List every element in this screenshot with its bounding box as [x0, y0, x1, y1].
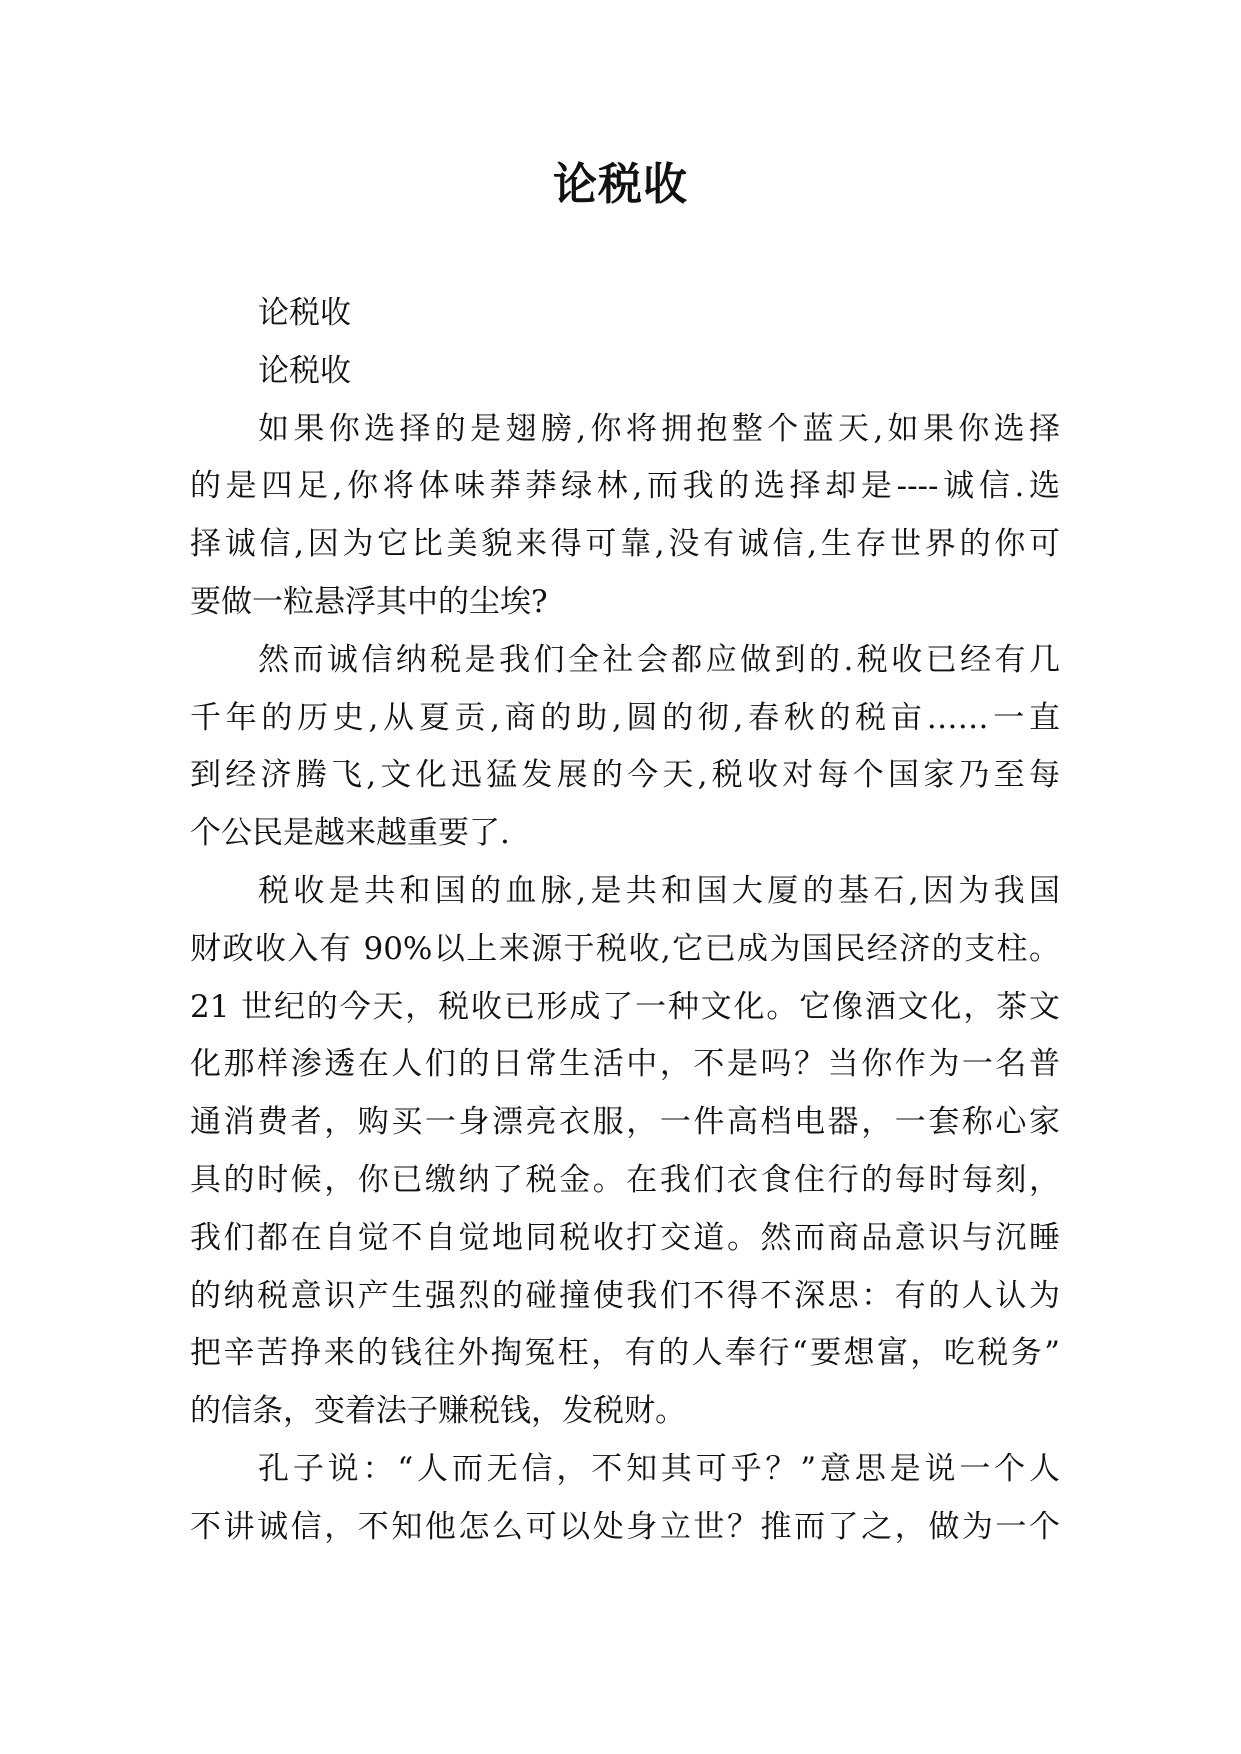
- subtitle-line: 论税收: [258, 352, 351, 389]
- paragraph-line: 不讲诚信，不知他怎么可以处身立世？推而了之，做为一个: [190, 1508, 1060, 1545]
- paragraph-line: 通消费者，购买一身漂亮衣服，一件高档电器，一套称心家: [190, 1104, 1060, 1141]
- paragraph-line: 的信条，变着法子赚税钱，发税财。: [190, 1393, 686, 1430]
- paragraph-line: 的是四足,你将体味莽莽绿林,而我的选择却是----诚信.选: [190, 468, 1060, 505]
- subtitle-line: 论税收: [258, 295, 351, 331]
- paragraph-line: 财政收入有 90%以上来源于税收,它已成为国民经济的支柱。: [190, 930, 1060, 967]
- paragraph-line: 21 世纪的今天，税收已形成了一种文化。它像酒文化，茶文: [190, 988, 1060, 1025]
- document-title: 论税收: [553, 159, 688, 210]
- paragraph-line: 的纳税意识产生强烈的碰撞使我们不得不深思：有的人认为: [190, 1277, 1060, 1314]
- paragraph-line: 如果你选择的是翅膀,你将拥抱整个蓝天,如果你选择: [258, 410, 1060, 447]
- paragraph-line: 择诚信,因为它比美貌来得可靠,没有诚信,生存世界的你可: [190, 526, 1060, 563]
- paragraph-line: 具的时候，你已缴纳了税金。在我们衣食住行的每时每刻，: [190, 1161, 1060, 1198]
- paragraph-line: 孔子说：“人而无信，不知其可乎？”意思是说一个人: [258, 1450, 1060, 1487]
- paragraph-line: 化那样渗透在人们的日常生活中，不是吗？当你作为一名普: [190, 1046, 1060, 1083]
- paragraph-line: 个公民是越来越重要了.: [190, 815, 510, 852]
- document-body: [190, 285, 1060, 1557]
- paragraph-line: 我们都在自觉不自觉地同税收打交道。然而商品意识与沉睡: [190, 1219, 1060, 1256]
- paragraph-line: 把辛苦挣来的钱往外掏冤枉，有的人奉行“要想富，吃税务”: [190, 1335, 1060, 1372]
- paragraph-line: 到经济腾飞,文化迅猛发展的今天,税收对每个国家乃至每: [190, 757, 1060, 794]
- paragraph-line: 要做一粒悬浮其中的尘埃?: [190, 583, 548, 620]
- paragraph-line: 然而诚信纳税是我们全社会都应做到的.税收已经有几: [258, 641, 1060, 678]
- paragraph-line: 千年的历史,从夏贡,商的助,圆的彻,春秋的税亩……一直: [190, 699, 1060, 736]
- paragraph-line: 税收是共和国的血脉,是共和国大厦的基石,因为我国: [258, 872, 1060, 909]
